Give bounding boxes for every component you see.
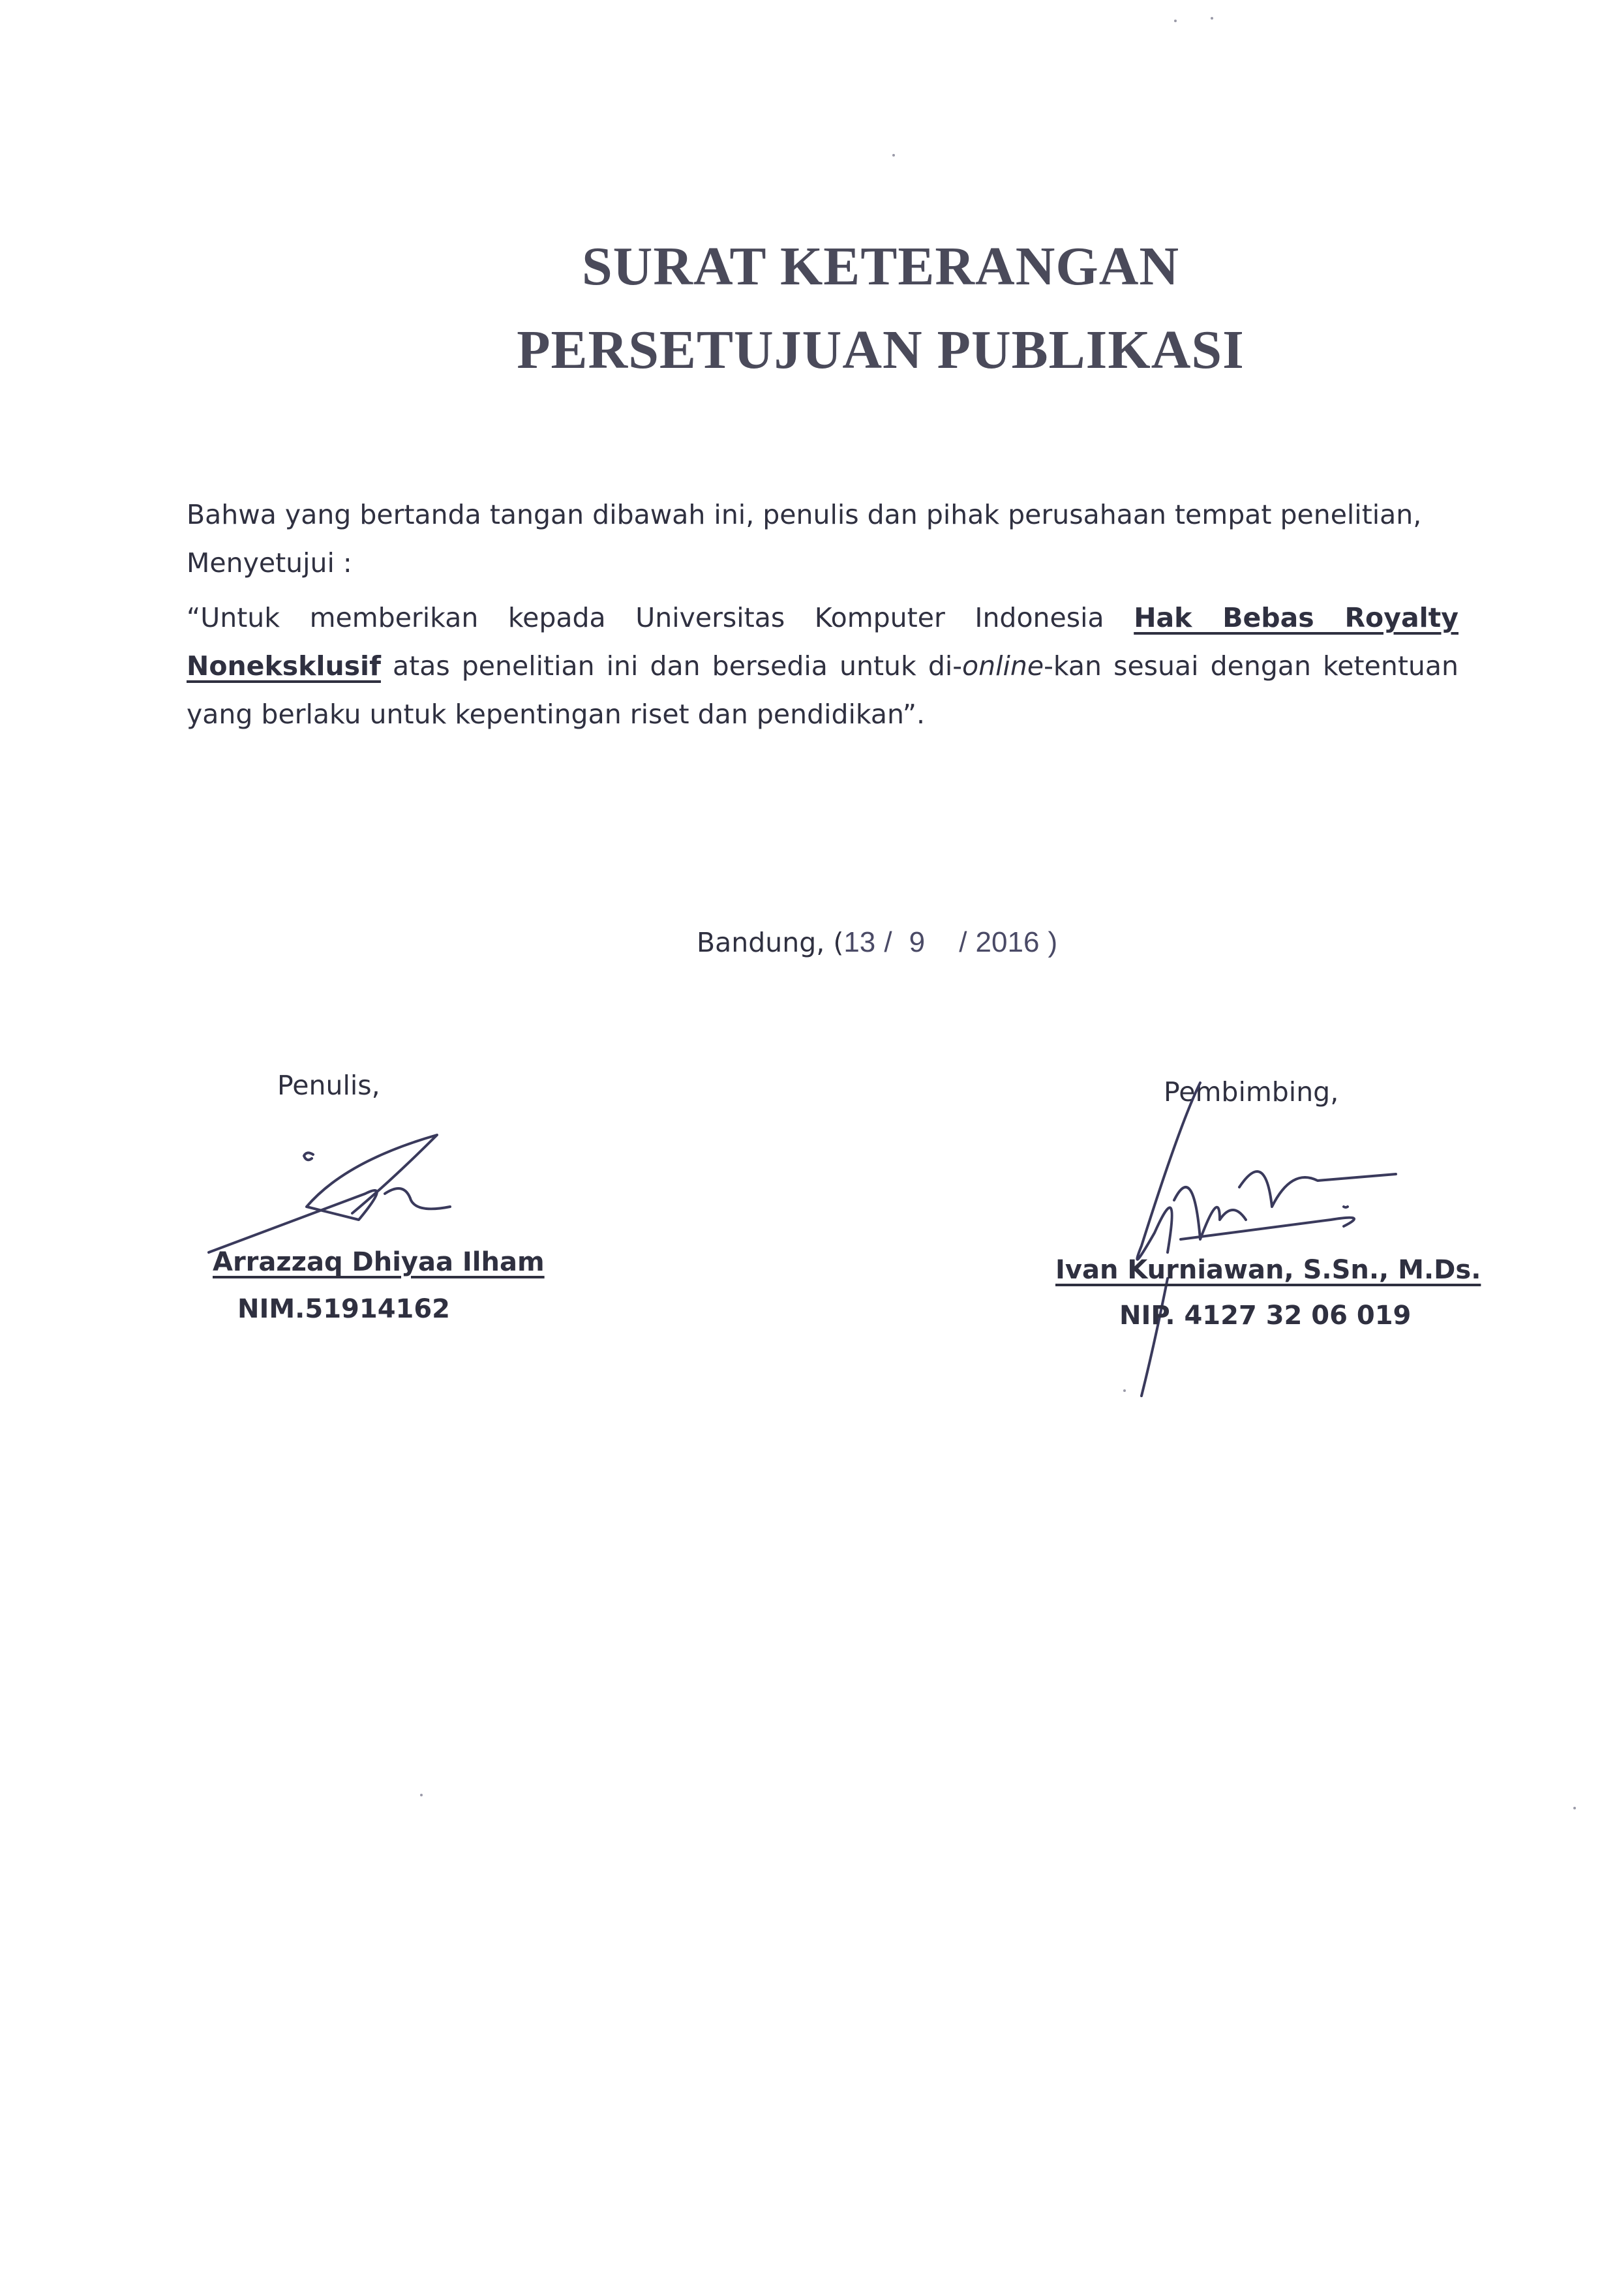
document-title-line-1: SURAT KETERANGAN (581, 236, 1180, 297)
date-close: ) (1048, 926, 1058, 958)
intro-line-1: Bahwa yang bertanda tangan dibawah ini, penulis dan pihak perusahaan tempat penelitian, (187, 499, 1422, 530)
date-place: Bandung, ( (697, 927, 844, 958)
document-title-line-2: PERSETUJUAN PUBLIKASI (517, 320, 1245, 380)
statement-highlight: Hak Bebas Royalty Noneksklusif (187, 602, 1458, 682)
supervisor-signature (1070, 1070, 1435, 1409)
scan-speck (420, 1794, 423, 1796)
date-line (697, 926, 1057, 959)
date-day: 13 (843, 926, 876, 958)
supervisor-name: Ivan Kurniawan, S.Sn., M.Ds. (1055, 1255, 1481, 1285)
supervisor-nip: NIP. 4127 32 06 019 (1119, 1301, 1412, 1331)
supervisor-label: Pembimbing, (1164, 1076, 1339, 1108)
statement-text-2: atas penelitian ini dan bersedia untuk di- (380, 650, 963, 682)
author-label: Penulis, (277, 1070, 380, 1101)
scan-speck (1174, 20, 1177, 22)
statement-text-3: -kan sesuai dengan ketentuan yang berlaku untuk kepentingan riset dan pendidikan”. (187, 650, 1458, 730)
statement-paragraph (187, 594, 1458, 738)
author-name: Arrazzaq Dhiyaa Ilham (213, 1247, 545, 1277)
statement-italic: online (962, 650, 1044, 682)
date-separator-2: / (959, 926, 967, 958)
scan-speck (1573, 1807, 1576, 1809)
date-year: 2016 (975, 926, 1040, 958)
statement-text-1: “Untuk memberikan kepada Universitas Komputer Indonesia (187, 602, 1134, 633)
author-nim: NIM.51914162 (237, 1294, 451, 1324)
scan-speck (1211, 17, 1213, 20)
scan-speck (1123, 1389, 1126, 1392)
intro-line-2: Menyetujui : (187, 547, 352, 579)
date-month: 9 (909, 926, 926, 958)
date-separator-1: / (884, 926, 892, 958)
scan-speck (892, 154, 895, 157)
